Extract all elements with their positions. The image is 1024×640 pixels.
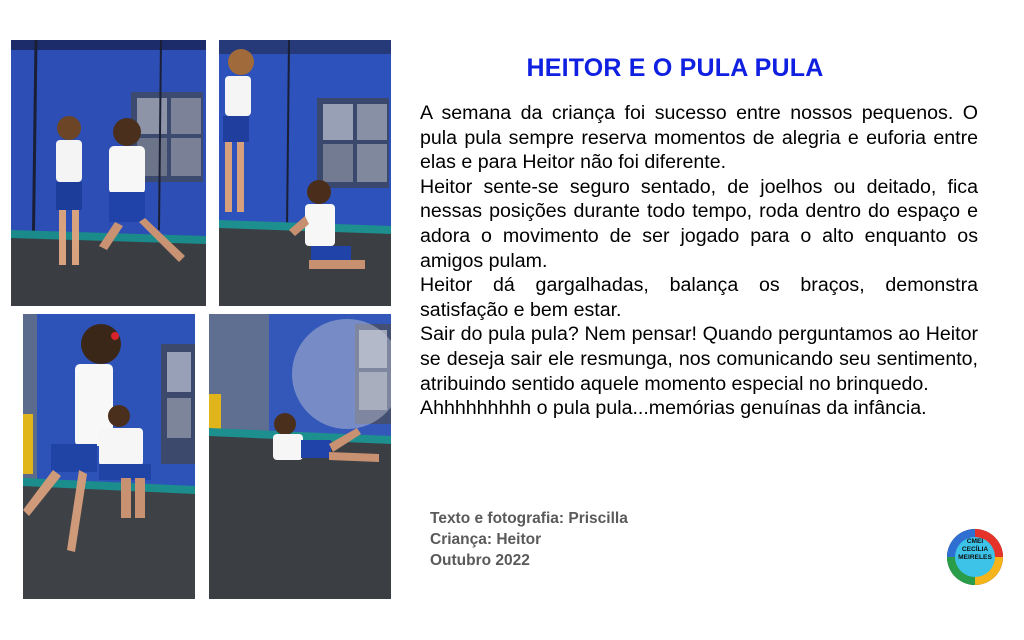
paragraph: Sair do pula pula? Nem pensar! Quando perguntamos ao Heitor se deseja sair ele resmunga, nos comunicando seu sentimento, atribuindo sentido aquele momento especial no brinquedo.: [420, 323, 978, 395]
story-text: [420, 101, 978, 421]
paragraph: Ahhhhhhhhh o pula pula...memórias genuínas da infância.: [420, 397, 927, 420]
page-title: HEITOR E O PULA PULA: [526, 54, 824, 82]
photo-heitor-lying: [209, 314, 391, 599]
paragraph: Heitor sente-se seguro sentado, de joelhos ou deitado, fica nessas posições durante todo tempo, roda dentro do espaço e adora o movimento de ser jogado para o alto enquanto os amigos pulam.: [420, 175, 978, 272]
photo-girl-jumping-heitor-sitting: [23, 314, 195, 599]
credits: [430, 508, 628, 571]
photo-two-children-jumping: [11, 40, 206, 306]
logo-text: CMEI CECÍLIA MEIRELES: [958, 538, 992, 561]
credit-child: Criança: Heitor: [430, 531, 542, 548]
paragraph: Heitor dá gargalhadas, balança os braços, demonstra satisfação e bem estar.: [420, 274, 978, 321]
credit-text-photo: Texto e fotografia: Priscilla: [430, 510, 628, 527]
credit-date: Outubro 2022: [430, 552, 530, 569]
paragraph: A semana da criança foi sucesso entre nossos pequenos. O pula pula sempre reserva momentos de alegria e euforia entre elas e para Heitor não foi diferente.: [420, 102, 978, 174]
photo-heitor-kneeling: [219, 40, 391, 306]
